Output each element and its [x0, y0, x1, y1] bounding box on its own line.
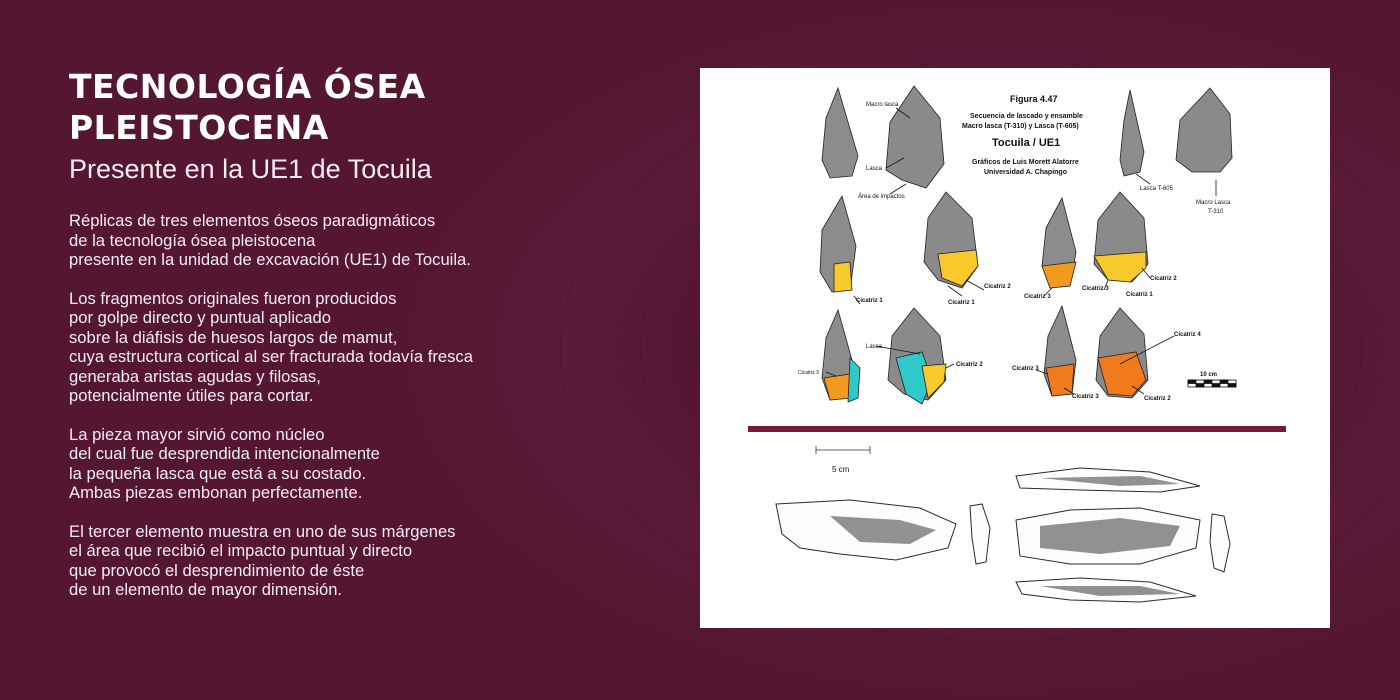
bone-fragment-shape — [1120, 90, 1144, 176]
label-cicatriz: Cicatriz 3 — [798, 370, 819, 376]
scale-bar — [1188, 380, 1236, 387]
bone-fragment-shape — [822, 88, 858, 178]
page-subtitle: Presente en la UE1 de Tocuila — [69, 154, 432, 184]
figure-caption-title: Figura 4.47 — [1010, 94, 1058, 104]
bone-drawing — [970, 504, 990, 564]
label-area-impactos: Área de impactos — [858, 194, 905, 200]
title-line: PLEISTOCENA — [69, 108, 329, 147]
text-line: de un elemento de mayor dimensión. — [69, 580, 343, 599]
text-line: que provocó el desprendimiento de éste — [69, 560, 365, 580]
bone-fragment-shape — [1094, 252, 1146, 282]
text-line: El tercer elemento muestra en uno de sus márgenes — [69, 521, 456, 541]
label-cicatriz: Cicatriz 4 — [1174, 332, 1201, 338]
scale-bar-5cm — [816, 446, 870, 454]
label-lasca-t605: Lasca T-605 — [1140, 186, 1173, 192]
description — [69, 211, 669, 600]
bone-drawing — [1210, 514, 1230, 572]
text-line: sobre la diáfisis de huesos largos de mamut, — [69, 327, 398, 347]
text-line: del cual fue desprendida intencionalmente — [69, 444, 380, 463]
label-cicatriz: Cicatriz 3 — [1024, 294, 1051, 300]
label-cicatriz: Cicatriz 2 — [1144, 396, 1171, 402]
paragraph — [69, 425, 669, 503]
page-title — [69, 66, 669, 148]
text-line: Ambas piezas embonan perfectamente. — [69, 483, 363, 502]
label-cicatriz: Cicatriz 1 — [856, 298, 883, 304]
figure-caption-line: Secuencia de lascado y ensamble — [970, 113, 1083, 120]
label-macro-lasca: Macro lasca — [866, 102, 899, 108]
label-cicatriz: Cicatriz 2 — [984, 284, 1011, 290]
paragraph — [69, 211, 669, 270]
text-line: presente en la unidad de excavación (UE1) de Tocuila. — [69, 250, 471, 269]
figure-divider — [748, 426, 1286, 432]
text-line: cuya estructura cortical al ser fracturada todavía fresca — [69, 347, 473, 366]
label-lasca: Lasca — [866, 166, 883, 172]
text-line: Los fragmentos originales fueron producidos — [69, 288, 397, 308]
scale-label: 10 cm — [1200, 372, 1218, 378]
label-cicatriz: Cicatriz 2 — [1150, 276, 1177, 282]
bone-fragment-shape — [848, 358, 860, 402]
bone-fragment-shape — [834, 262, 852, 292]
text-line: por golpe directo y puntual aplicado — [69, 308, 331, 327]
label-cicatriz: Cicatriz 1 — [1126, 292, 1153, 298]
figure-caption-line: Macro lasca (T-310) y Lasca (T-605) — [962, 123, 1079, 130]
label-macro-lasca: Macro Lasca — [1196, 200, 1231, 206]
figure-site-label: Tocuila / UE1 — [992, 137, 1061, 149]
text-line: La pieza mayor sirvió como núcleo — [69, 424, 325, 444]
label-leader-lines — [826, 108, 1216, 394]
bone-tools-figure — [700, 68, 1330, 628]
text-line: el área que recibió el impacto puntual y directo — [69, 541, 413, 560]
label-t310: T-310 — [1208, 209, 1224, 215]
text-column — [69, 66, 669, 619]
scale-label: 5 cm — [832, 465, 850, 474]
label-cicatriz: Cicatriz 2 — [956, 362, 983, 368]
bone-fragment-shape — [1176, 88, 1232, 172]
text-line: Réplicas de tres elementos óseos paradigmáticos — [69, 211, 436, 230]
bone-texture — [830, 476, 1180, 596]
label-cicatriz: Cicatriz 3 — [1012, 366, 1039, 372]
text-line: potencialmente útiles para cortar. — [69, 386, 314, 405]
label-lasca: Lasca — [866, 344, 883, 350]
paragraph — [69, 289, 669, 406]
title-line: TECNOLOGÍA ÓSEA — [69, 67, 426, 106]
label-cicatriz: Cicatriz 3 — [1072, 394, 1099, 400]
figure-credit: Gráficos de Luis Morett Alatorre — [972, 159, 1079, 166]
label-cicatriz: Cicatriz 1 — [948, 300, 975, 306]
text-line: la pequeña lasca que está a su costado. — [69, 463, 367, 483]
paragraph — [69, 522, 669, 600]
text-line: de la tecnología ósea pleistocena — [69, 230, 316, 250]
label-cicatriz: Cicatriz 3 — [1082, 286, 1109, 292]
text-line: generaba aristas agudas y filosas, — [69, 366, 321, 386]
figure-panel — [700, 68, 1330, 628]
bone-fragment-shape — [1042, 262, 1076, 288]
figure-credit: Universidad A. Chapingo — [984, 169, 1067, 176]
